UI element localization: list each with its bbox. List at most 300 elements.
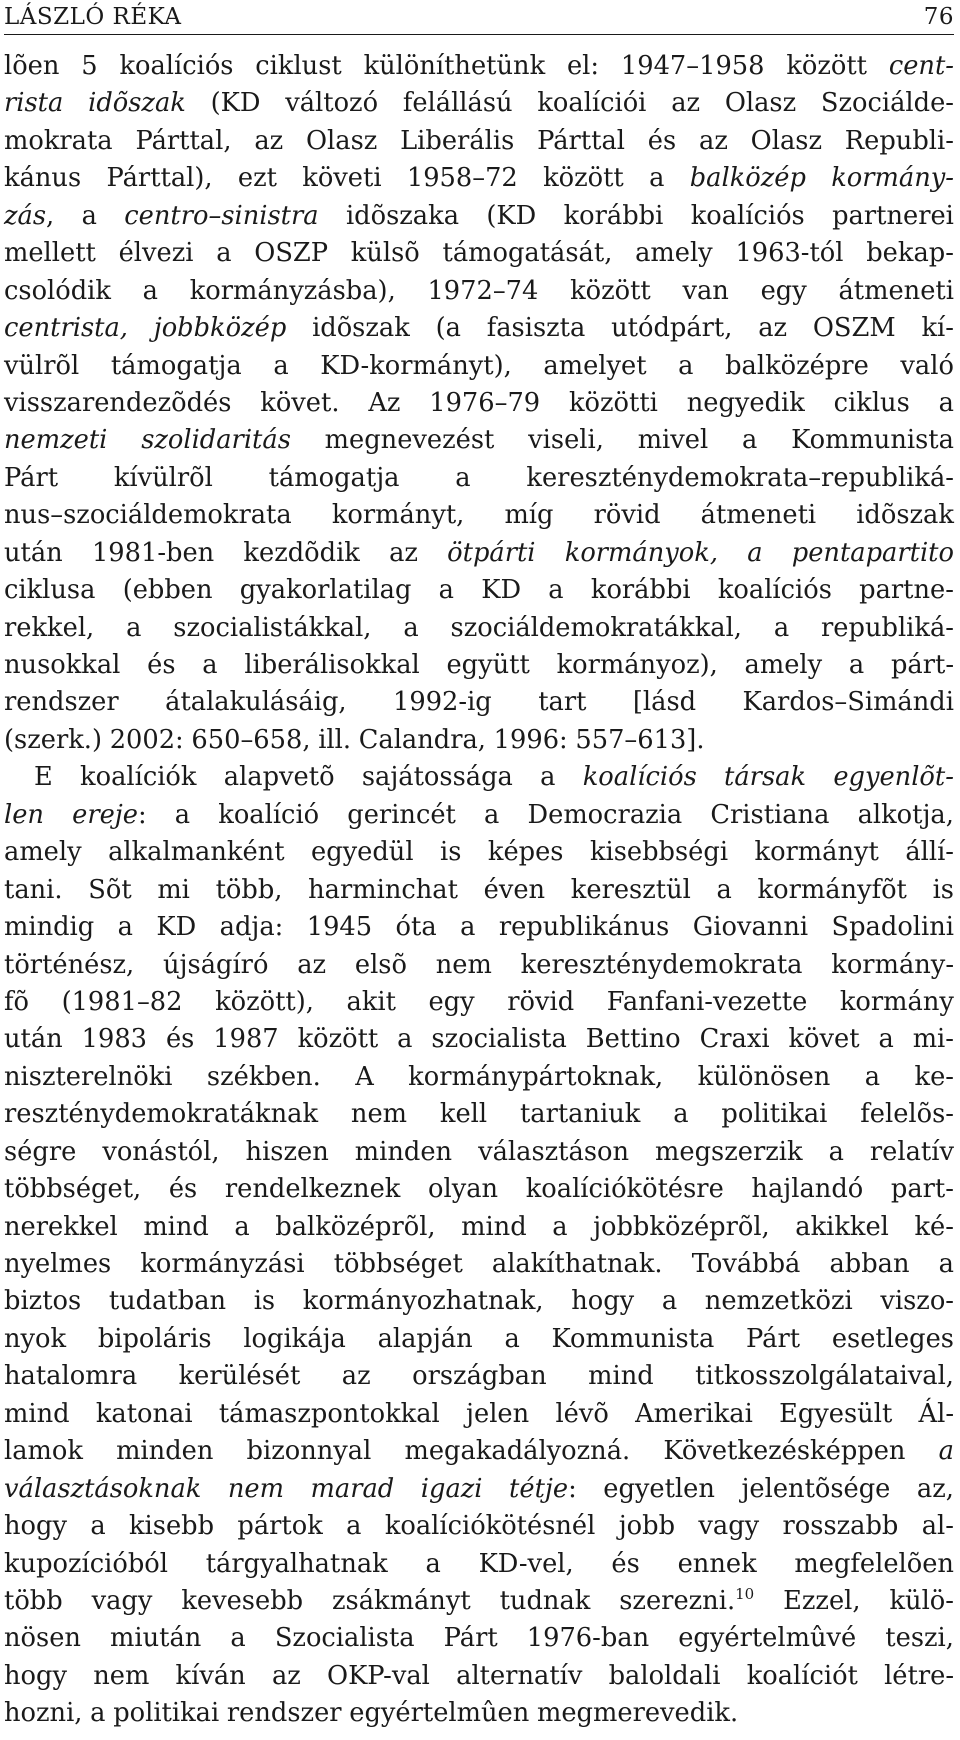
- word-group: [913, 1021, 954, 1058]
- word: az: [271, 1660, 301, 1691]
- word-group: [543, 160, 624, 197]
- word: ezt: [237, 163, 277, 194]
- word: a: [403, 612, 419, 643]
- word-group: [240, 572, 412, 609]
- word: választáson: [478, 1136, 630, 1167]
- text-line: [4, 759, 954, 796]
- word-group: [332, 497, 465, 534]
- word: rekkel,: [4, 612, 95, 643]
- word-group: [832, 909, 954, 946]
- word-group: [831, 947, 954, 984]
- word: reszténydemokratáknak: [4, 1099, 319, 1130]
- word: 650–658,: [191, 724, 311, 755]
- word-group: [72, 797, 147, 834]
- word: Ezzel,: [783, 1585, 861, 1616]
- word: egy: [428, 986, 475, 1017]
- word: len: [4, 799, 44, 830]
- word: az: [758, 313, 788, 344]
- word: megfelelõen: [794, 1548, 954, 1579]
- word-group: [833, 759, 954, 796]
- word-group: [4, 1209, 118, 1246]
- word: rendszer: [226, 1698, 342, 1729]
- word-group: [499, 909, 670, 946]
- word: biztos: [4, 1286, 82, 1317]
- word-group: [552, 1321, 715, 1358]
- word: követ.: [260, 387, 340, 418]
- word-group: [111, 348, 242, 385]
- word-group: [166, 1021, 194, 1058]
- word-group: [400, 123, 514, 160]
- word: vülrõl: [4, 350, 80, 381]
- word-group: [213, 1021, 278, 1058]
- word-group: [126, 610, 141, 647]
- word: rövid: [593, 500, 661, 531]
- text-line: [4, 984, 954, 1021]
- word: kí-: [921, 313, 954, 344]
- word-group: [565, 535, 718, 572]
- word-group: [832, 198, 954, 235]
- word: (1981–82: [61, 986, 183, 1017]
- word-group: [751, 1171, 863, 1208]
- word-group: [527, 1620, 649, 1657]
- word: negyedik: [686, 387, 805, 418]
- word-group: [227, 1695, 342, 1732]
- word-group: [705, 1283, 853, 1320]
- word-group: [884, 1658, 954, 1695]
- word: Kommunista: [791, 425, 954, 456]
- word: 5: [81, 51, 98, 81]
- word: alkotja,: [857, 799, 954, 830]
- word: nyelmes: [4, 1249, 112, 1279]
- word-group: [838, 273, 953, 310]
- word-group: [891, 647, 954, 684]
- word-group: [648, 123, 676, 160]
- word: akit: [346, 986, 396, 1017]
- word-group: [355, 1134, 452, 1171]
- text-line: [4, 722, 954, 759]
- word: amely: [635, 238, 713, 269]
- word-group: [156, 909, 196, 946]
- word-group: [891, 1171, 954, 1208]
- word-group: [724, 759, 806, 796]
- word: korábbi: [563, 200, 664, 231]
- word-group: [135, 123, 231, 160]
- word: 1972–74: [427, 275, 539, 306]
- text-line: [4, 1583, 954, 1620]
- word: országban: [412, 1361, 547, 1392]
- word: nyok: [4, 1323, 67, 1354]
- word: a: [230, 1623, 246, 1654]
- word-group: [4, 1546, 168, 1583]
- word-group: [116, 1433, 213, 1470]
- word: Sõt: [88, 874, 132, 905]
- word-group: [747, 535, 762, 572]
- word: kerülését: [178, 1361, 301, 1392]
- word: idõszaka: [345, 200, 460, 231]
- word: történész,: [4, 949, 135, 980]
- word: lõen: [4, 51, 60, 81]
- word-group: [743, 684, 954, 721]
- word-group: [520, 1096, 640, 1133]
- word-group: [555, 1396, 608, 1433]
- word-group: [588, 1358, 654, 1395]
- word-group: [141, 422, 291, 459]
- word: a: [747, 537, 763, 568]
- word-group: [939, 385, 954, 422]
- word-group: [504, 1321, 519, 1358]
- word-group: [678, 1620, 856, 1657]
- word: alkalmanként: [108, 837, 285, 868]
- word: (KD: [486, 200, 537, 231]
- running-head-author: LÁSZLÓ RÉKA: [4, 4, 182, 30]
- word-group: [845, 123, 954, 160]
- word-group: [334, 1246, 463, 1283]
- word-group: [4, 1658, 67, 1695]
- word: adja:: [219, 912, 284, 943]
- text-line: [4, 834, 954, 871]
- word-group: [4, 348, 79, 385]
- word: a: [938, 1249, 954, 1279]
- word: a: [455, 462, 471, 493]
- word: mi: [157, 874, 190, 905]
- word-group: [4, 1583, 63, 1620]
- word: a: [504, 1323, 520, 1354]
- word: Calandra,: [358, 724, 486, 755]
- word-group: [792, 535, 954, 572]
- word: tani.: [4, 874, 63, 905]
- word: koalíciókötésre: [525, 1174, 724, 1205]
- word: a: [678, 350, 694, 381]
- word: támogatja: [268, 462, 400, 493]
- word-group: [662, 1283, 677, 1320]
- word-group: [4, 984, 29, 1021]
- word-group: [429, 385, 540, 422]
- word-group: [569, 385, 658, 422]
- word: nusokkal: [4, 650, 121, 680]
- word: bizonnyal: [246, 1436, 372, 1467]
- word: 1981-ben: [91, 537, 215, 568]
- word: képes: [487, 837, 564, 868]
- word: szocialista: [431, 1024, 567, 1055]
- word-group: [504, 497, 553, 534]
- word: alakíthatnak.: [491, 1249, 663, 1279]
- word-group: [693, 909, 808, 946]
- word-group: [619, 1508, 675, 1545]
- word-group: [254, 1283, 275, 1320]
- word-group: [540, 759, 555, 796]
- word-group: [275, 1209, 435, 1246]
- word-group: [528, 422, 604, 459]
- word-group: [695, 1358, 954, 1395]
- word: az: [297, 949, 327, 980]
- word-group: [444, 1620, 498, 1657]
- word: az: [389, 537, 418, 568]
- word-group: [303, 1283, 544, 1320]
- word-group: [426, 1546, 441, 1583]
- word-group: [118, 909, 133, 946]
- word: együtt: [446, 650, 530, 680]
- word-group: [466, 1396, 529, 1433]
- word-group: [456, 1658, 582, 1695]
- word-group: [611, 310, 732, 347]
- word: Egyesült: [779, 1398, 893, 1429]
- word: pentapartito: [791, 537, 954, 568]
- word-group: [260, 385, 339, 422]
- word-group: [176, 1658, 246, 1695]
- word-group: [110, 722, 184, 759]
- word: Következésképpen: [663, 1436, 906, 1467]
- word: rista: [4, 88, 64, 119]
- word-group: [255, 48, 341, 85]
- word: kormányok,: [564, 537, 718, 568]
- word-group: [446, 647, 529, 684]
- word-group: [939, 1246, 954, 1283]
- word-group: [603, 1471, 715, 1508]
- word: kell: [439, 1099, 488, 1130]
- word-group: [900, 348, 954, 385]
- word: a: [216, 238, 232, 269]
- word-group: [4, 1096, 318, 1133]
- word-group: [570, 273, 651, 310]
- word-group: [4, 1021, 63, 1058]
- word: balközépre: [725, 350, 869, 381]
- word-group: [834, 385, 910, 422]
- word-group: [611, 1546, 639, 1583]
- word-group: [832, 1321, 954, 1358]
- text-line: [4, 422, 954, 459]
- word-group: [758, 872, 907, 909]
- word: miután: [110, 1623, 202, 1654]
- word: mokrata: [4, 125, 113, 156]
- word-group: [4, 1358, 137, 1395]
- word-group: [878, 1021, 893, 1058]
- word: titkosszolgálataival,: [695, 1361, 954, 1392]
- word-group: [526, 460, 954, 497]
- text-line: [4, 1620, 954, 1657]
- word-group: [690, 160, 806, 197]
- word-group: [567, 48, 599, 85]
- word: (szerk.): [4, 724, 102, 755]
- word: is: [932, 874, 954, 905]
- word: nem: [93, 1660, 150, 1691]
- word-group: [742, 422, 757, 459]
- word: kánus: [4, 163, 82, 194]
- word-group: [933, 872, 954, 909]
- word-group: [355, 1059, 374, 1096]
- word: koalíciói: [537, 88, 647, 119]
- word-group: [220, 909, 284, 946]
- word: nerekkel: [4, 1211, 118, 1242]
- text-line: [4, 1209, 954, 1246]
- word-group: [607, 984, 808, 1021]
- word-group: [866, 235, 954, 272]
- word: nemzetközi: [704, 1286, 853, 1317]
- word: egyedül: [311, 837, 414, 868]
- word: minden: [116, 1436, 214, 1467]
- word-group: [725, 85, 796, 122]
- text-line: [4, 1358, 954, 1395]
- word: Párttal,: [135, 125, 232, 156]
- word: való: [900, 350, 954, 381]
- word: után: [4, 1024, 63, 1055]
- word: al-: [921, 1511, 954, 1542]
- word: kisebb: [128, 1511, 215, 1542]
- word-group: [4, 1396, 70, 1433]
- word: OSZP: [254, 238, 329, 269]
- word-group: [389, 535, 418, 572]
- word-group: [4, 834, 82, 871]
- word: cent-: [888, 51, 954, 81]
- word-group: [860, 1096, 954, 1133]
- word: idõszak: [312, 313, 410, 344]
- word: Olasz: [750, 125, 822, 156]
- word: választásoknak: [4, 1473, 202, 1504]
- word-group: [638, 422, 709, 459]
- word-group: [4, 1620, 81, 1657]
- word-group: [247, 1433, 372, 1470]
- word-group: [692, 1246, 801, 1283]
- word-group: [325, 422, 495, 459]
- word-group: [4, 1134, 76, 1171]
- word: Spadolini: [831, 912, 954, 943]
- word: amelyet: [543, 350, 647, 381]
- text-line: [4, 1171, 954, 1208]
- word: Párttal),: [106, 163, 213, 194]
- word: logikája: [243, 1323, 346, 1354]
- word: bipoláris: [97, 1323, 212, 1354]
- word-group: [412, 1358, 547, 1395]
- word: a: [773, 612, 790, 643]
- word-group: [537, 1695, 738, 1732]
- word-group: [351, 235, 420, 272]
- word-group: [552, 1209, 567, 1246]
- word: felelõs-: [860, 1099, 954, 1130]
- word: a: [142, 275, 158, 306]
- word: óta: [395, 912, 437, 943]
- word-group: [219, 1396, 440, 1433]
- word: szociáldemokratákkal,: [450, 612, 742, 643]
- word-group: [82, 1021, 147, 1058]
- word-group: [889, 48, 954, 85]
- word: partnerei: [832, 200, 954, 231]
- word-group: [492, 1246, 663, 1283]
- page-number: 76: [923, 4, 954, 30]
- word-group: [885, 1620, 954, 1657]
- word-group: [922, 1508, 954, 1545]
- word: ennek: [677, 1548, 757, 1579]
- word-group: [813, 310, 896, 347]
- word: ke-: [914, 1061, 954, 1092]
- word: mivel: [637, 425, 709, 456]
- word-group: [4, 497, 292, 534]
- word: marad: [310, 1473, 395, 1504]
- word-group: [840, 984, 954, 1021]
- word-group: [4, 1283, 81, 1320]
- word-group: [478, 1134, 629, 1171]
- footnote-reference: 10: [735, 1584, 755, 1603]
- word: lamok: [4, 1436, 83, 1467]
- word-group: [4, 722, 102, 759]
- word-group: [791, 422, 954, 459]
- word: Liberális: [400, 125, 515, 156]
- word: republiká-: [821, 612, 954, 643]
- word: külsõ: [350, 238, 420, 269]
- word: koalíciós: [717, 575, 832, 606]
- text-line: [4, 872, 954, 909]
- text-line: [4, 198, 954, 235]
- word-group: [308, 872, 458, 909]
- word: 1976-ban: [526, 1623, 650, 1654]
- word: szerezni.: [619, 1585, 736, 1616]
- word-group: [758, 310, 787, 347]
- word-group: [564, 198, 664, 235]
- word: 1987: [213, 1024, 279, 1055]
- word: Párt: [443, 1623, 498, 1654]
- word: kormány-: [831, 949, 954, 980]
- word: el:: [566, 51, 600, 81]
- word: kormány: [839, 986, 954, 1017]
- word-group: [346, 198, 459, 235]
- word-group: [215, 984, 314, 1021]
- word: viszo-: [880, 1286, 954, 1317]
- word: több: [4, 1585, 63, 1616]
- word: KD: [156, 912, 197, 943]
- word-group: [129, 1508, 214, 1545]
- word-group: [439, 572, 454, 609]
- word-group: [119, 48, 233, 85]
- word: ötpárti: [447, 537, 536, 568]
- word-group: [318, 722, 351, 759]
- word-group: [779, 1396, 892, 1433]
- word-group: [243, 535, 359, 572]
- word-group: [494, 722, 568, 759]
- word: egyértelmûvé: [678, 1623, 857, 1654]
- word: között),: [215, 986, 314, 1017]
- word: fasiszta: [486, 313, 586, 344]
- word: a: [848, 650, 865, 680]
- word: elsõ: [354, 949, 407, 980]
- word: akikkel: [795, 1211, 889, 1242]
- word-group: [119, 235, 194, 272]
- word: koalíció: [218, 799, 320, 830]
- word-group: [368, 385, 400, 422]
- word: mindig: [4, 912, 95, 943]
- word: kormányfõt: [757, 874, 907, 905]
- text-line: [4, 85, 954, 122]
- word: 1976–79: [429, 387, 541, 418]
- word-group: [254, 235, 328, 272]
- word-group: [4, 123, 113, 160]
- word: 1958–72: [406, 163, 518, 194]
- word-group: [285, 85, 378, 122]
- word-group: [865, 1059, 880, 1096]
- word-group: [140, 1246, 304, 1283]
- word: jobbközép: [153, 313, 287, 344]
- word: Szocialista: [274, 1623, 415, 1654]
- word-group: [543, 348, 646, 385]
- word-group: [93, 1658, 149, 1695]
- word-group: [671, 85, 700, 122]
- word-group: [62, 984, 183, 1021]
- word-group: [678, 348, 693, 385]
- word-group: [484, 797, 499, 834]
- word: kormányoz),: [556, 650, 718, 680]
- word-group: [191, 722, 310, 759]
- running-head: [4, 0, 954, 35]
- word: a: [117, 912, 133, 943]
- word: a: [425, 1548, 441, 1579]
- word: és: [168, 1174, 198, 1205]
